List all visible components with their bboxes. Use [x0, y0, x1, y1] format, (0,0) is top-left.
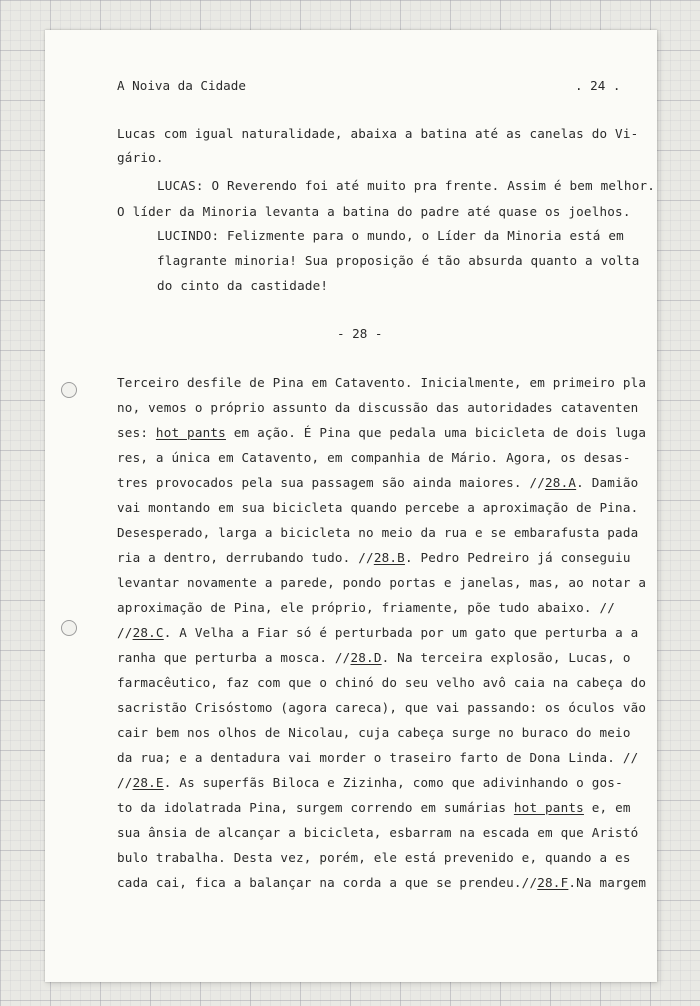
text-line: farmacêutico, faz com que o chinó do seu velho avô caia na cabeça do: [117, 675, 647, 690]
typewritten-page: [45, 30, 657, 982]
text-line: ranha que perturba a mosca. //28.D. Na terceira explosão, Lucas, o: [117, 650, 631, 665]
text-line: ses: hot pants em ação. É Pina que pedala uma bicicleta de dois luga: [117, 425, 647, 440]
dialogue-line: LUCAS: O Reverendo foi até muito pra frente. Assim é bem melhor.: [157, 178, 656, 193]
text-line: O líder da Minoria levanta a batina do padre até quase os joelhos.: [117, 204, 631, 219]
text-line: //28.E. As superfãs Biloca e Zizinha, como que adivinhando o gos-: [117, 775, 623, 790]
text-line: tres provocados pela sua passagem são ainda maiores. //28.A. Damião: [117, 475, 639, 490]
dialogue-line: flagrante minoria! Sua proposição é tão absurda quanto a volta: [157, 253, 640, 268]
dialogue-line: LUCINDO: Felizmente para o mundo, o Líder da Minoria está em: [157, 228, 624, 243]
text-line: gário.: [117, 150, 164, 165]
text-line: da rua; e a dentadura vai morder o traseiro farto de Dona Linda. //: [117, 750, 639, 765]
scene-number: - 28 -: [337, 326, 383, 341]
text-line: vai montando em sua bicicleta quando percebe a aproximação de Pina.: [117, 500, 639, 515]
punch-hole: [61, 382, 77, 398]
page-number: . 24 .: [575, 78, 621, 93]
text-line: bulo trabalha. Desta vez, porém, ele está prevenido e, quando a es: [117, 850, 631, 865]
punch-hole: [61, 620, 77, 636]
text-line: aproximação de Pina, ele próprio, friamente, põe tudo abaixo. //: [117, 600, 616, 615]
text-line: to da idolatrada Pina, surgem correndo em sumárias hot pants e, em: [117, 800, 631, 815]
text-line: res, a única em Catavento, em companhia de Mário. Agora, os desas-: [117, 450, 631, 465]
text-line: cair bem nos olhos de Nicolau, cuja cabeça surge no buraco do meio: [117, 725, 631, 740]
text-line: cada cai, fica a balançar na corda a que se prendeu.//28.F.Na margem: [117, 875, 647, 890]
text-line: Lucas com igual naturalidade, abaixa a batina até as canelas do Vi-: [117, 126, 639, 141]
dialogue-line: do cinto da castidade!: [157, 278, 329, 293]
text-line: levantar novamente a parede, pondo portas e janelas, mas, ao notar a: [117, 575, 647, 590]
document-title: A Noiva da Cidade: [117, 78, 246, 93]
text-line: ria a dentro, derrubando tudo. //28.B. Pedro Pedreiro já conseguiu: [117, 550, 631, 565]
text-line: sua ânsia de alcançar a bicicleta, esbarram na escada em que Aristó: [117, 825, 639, 840]
text-line: Terceiro desfile de Pina em Catavento. Inicialmente, em primeiro pla: [117, 375, 647, 390]
text-line: Desesperado, larga a bicicleta no meio da rua e se embarafusta pada: [117, 525, 639, 540]
text-line: //28.C. A Velha a Fiar só é perturbada por um gato que perturba a a: [117, 625, 639, 640]
text-line: no, vemos o próprio assunto da discussão das autoridades cataventen: [117, 400, 639, 415]
text-line: sacristão Crisóstomo (agora careca), que vai passando: os óculos vão: [117, 700, 647, 715]
